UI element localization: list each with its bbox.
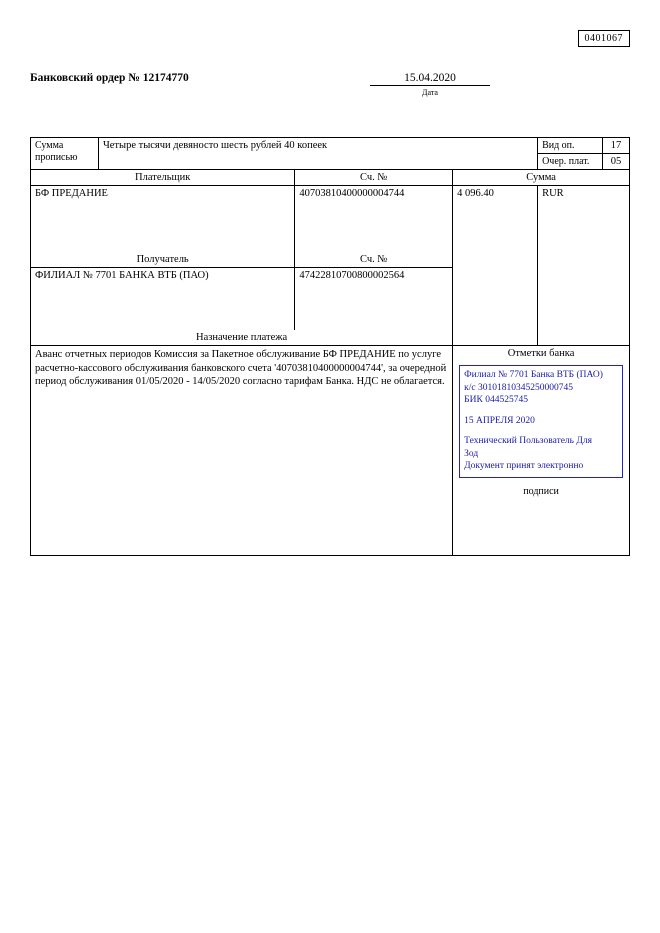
stamp-line-7: Документ принят электронно (464, 461, 584, 471)
stamp-line-6: Зод (464, 448, 479, 459)
signatures-label: подписи (523, 485, 559, 497)
amount-words-label (31, 138, 99, 170)
stamp-line-5: Технический Пользователь Для (464, 436, 592, 446)
payment-amount: 4 096.40 (453, 186, 538, 346)
order-table (30, 137, 630, 556)
purpose-text: Аванс отчетных периодов Комиссия за Пакетное обслуживание БФ ПРЕДАНИЕ по услуге расчетно-кассового обслуживания банковского счета '40703810400000004744', за очередной период обслуживания 01/05/2020 - 14/05/2020 согласно тарифам Банка. НДС не облагается. (31, 346, 453, 556)
ocher-plat-label: Очер. плат. (538, 154, 603, 170)
table-row (31, 170, 630, 186)
stamp-line-1: Филиал № 7701 Банка ВТБ (ПАО) (464, 370, 603, 380)
bank-marks-cell (453, 346, 630, 556)
vid-op-value: 17 (602, 138, 629, 154)
header-receiver-account-no: Сч. № (295, 252, 453, 268)
date-value: 15.04.2020 (370, 72, 490, 86)
ocher-plat-value: 05 (602, 154, 629, 170)
table-row (31, 186, 630, 253)
stamp-line-4: 15 АПРЕЛЯ 2020 (464, 415, 535, 426)
document-date (370, 72, 490, 97)
vid-op-label: Вид оп. (538, 138, 603, 154)
payment-currency: RUR (538, 186, 630, 346)
header-amount: Сумма (453, 170, 630, 186)
payer-name: БФ ПРЕДАНИЕ (31, 186, 295, 253)
header-purpose: Назначение платежа (31, 330, 453, 346)
stamp-line-2: к/с 30101810345250000745 (464, 382, 574, 393)
amount-words-label-line1: Сумма (35, 140, 64, 151)
bank-stamp (459, 365, 623, 478)
table-row (31, 138, 630, 154)
header-account-no: Сч. № (295, 170, 453, 186)
page-title: Банковский ордер № 12174770 (30, 72, 189, 84)
receiver-name: ФИЛИАЛ № 7701 БАНКА ВТБ (ПАО) (31, 268, 295, 331)
header-receiver: Получатель (31, 252, 295, 268)
form-code-box: 0401067 (578, 30, 631, 47)
header-bank-marks: Отметки банка (507, 348, 575, 359)
payer-account: 40703810400000004744 (295, 186, 453, 253)
date-label: Дата (422, 88, 438, 97)
amount-in-words: Четыре тысячи девяносто шесть рублей 40 копеек (98, 138, 537, 170)
table-row (31, 346, 630, 556)
header-payer: Плательщик (31, 170, 295, 186)
amount-words-label-line2: прописью (35, 152, 78, 163)
receiver-account: 47422810700800002564 (295, 268, 453, 331)
document-header (30, 72, 630, 100)
stamp-gap-2 (464, 427, 618, 435)
stamp-gap-1 (464, 407, 618, 415)
stamp-line-3: БИК 044525745 (464, 395, 528, 405)
